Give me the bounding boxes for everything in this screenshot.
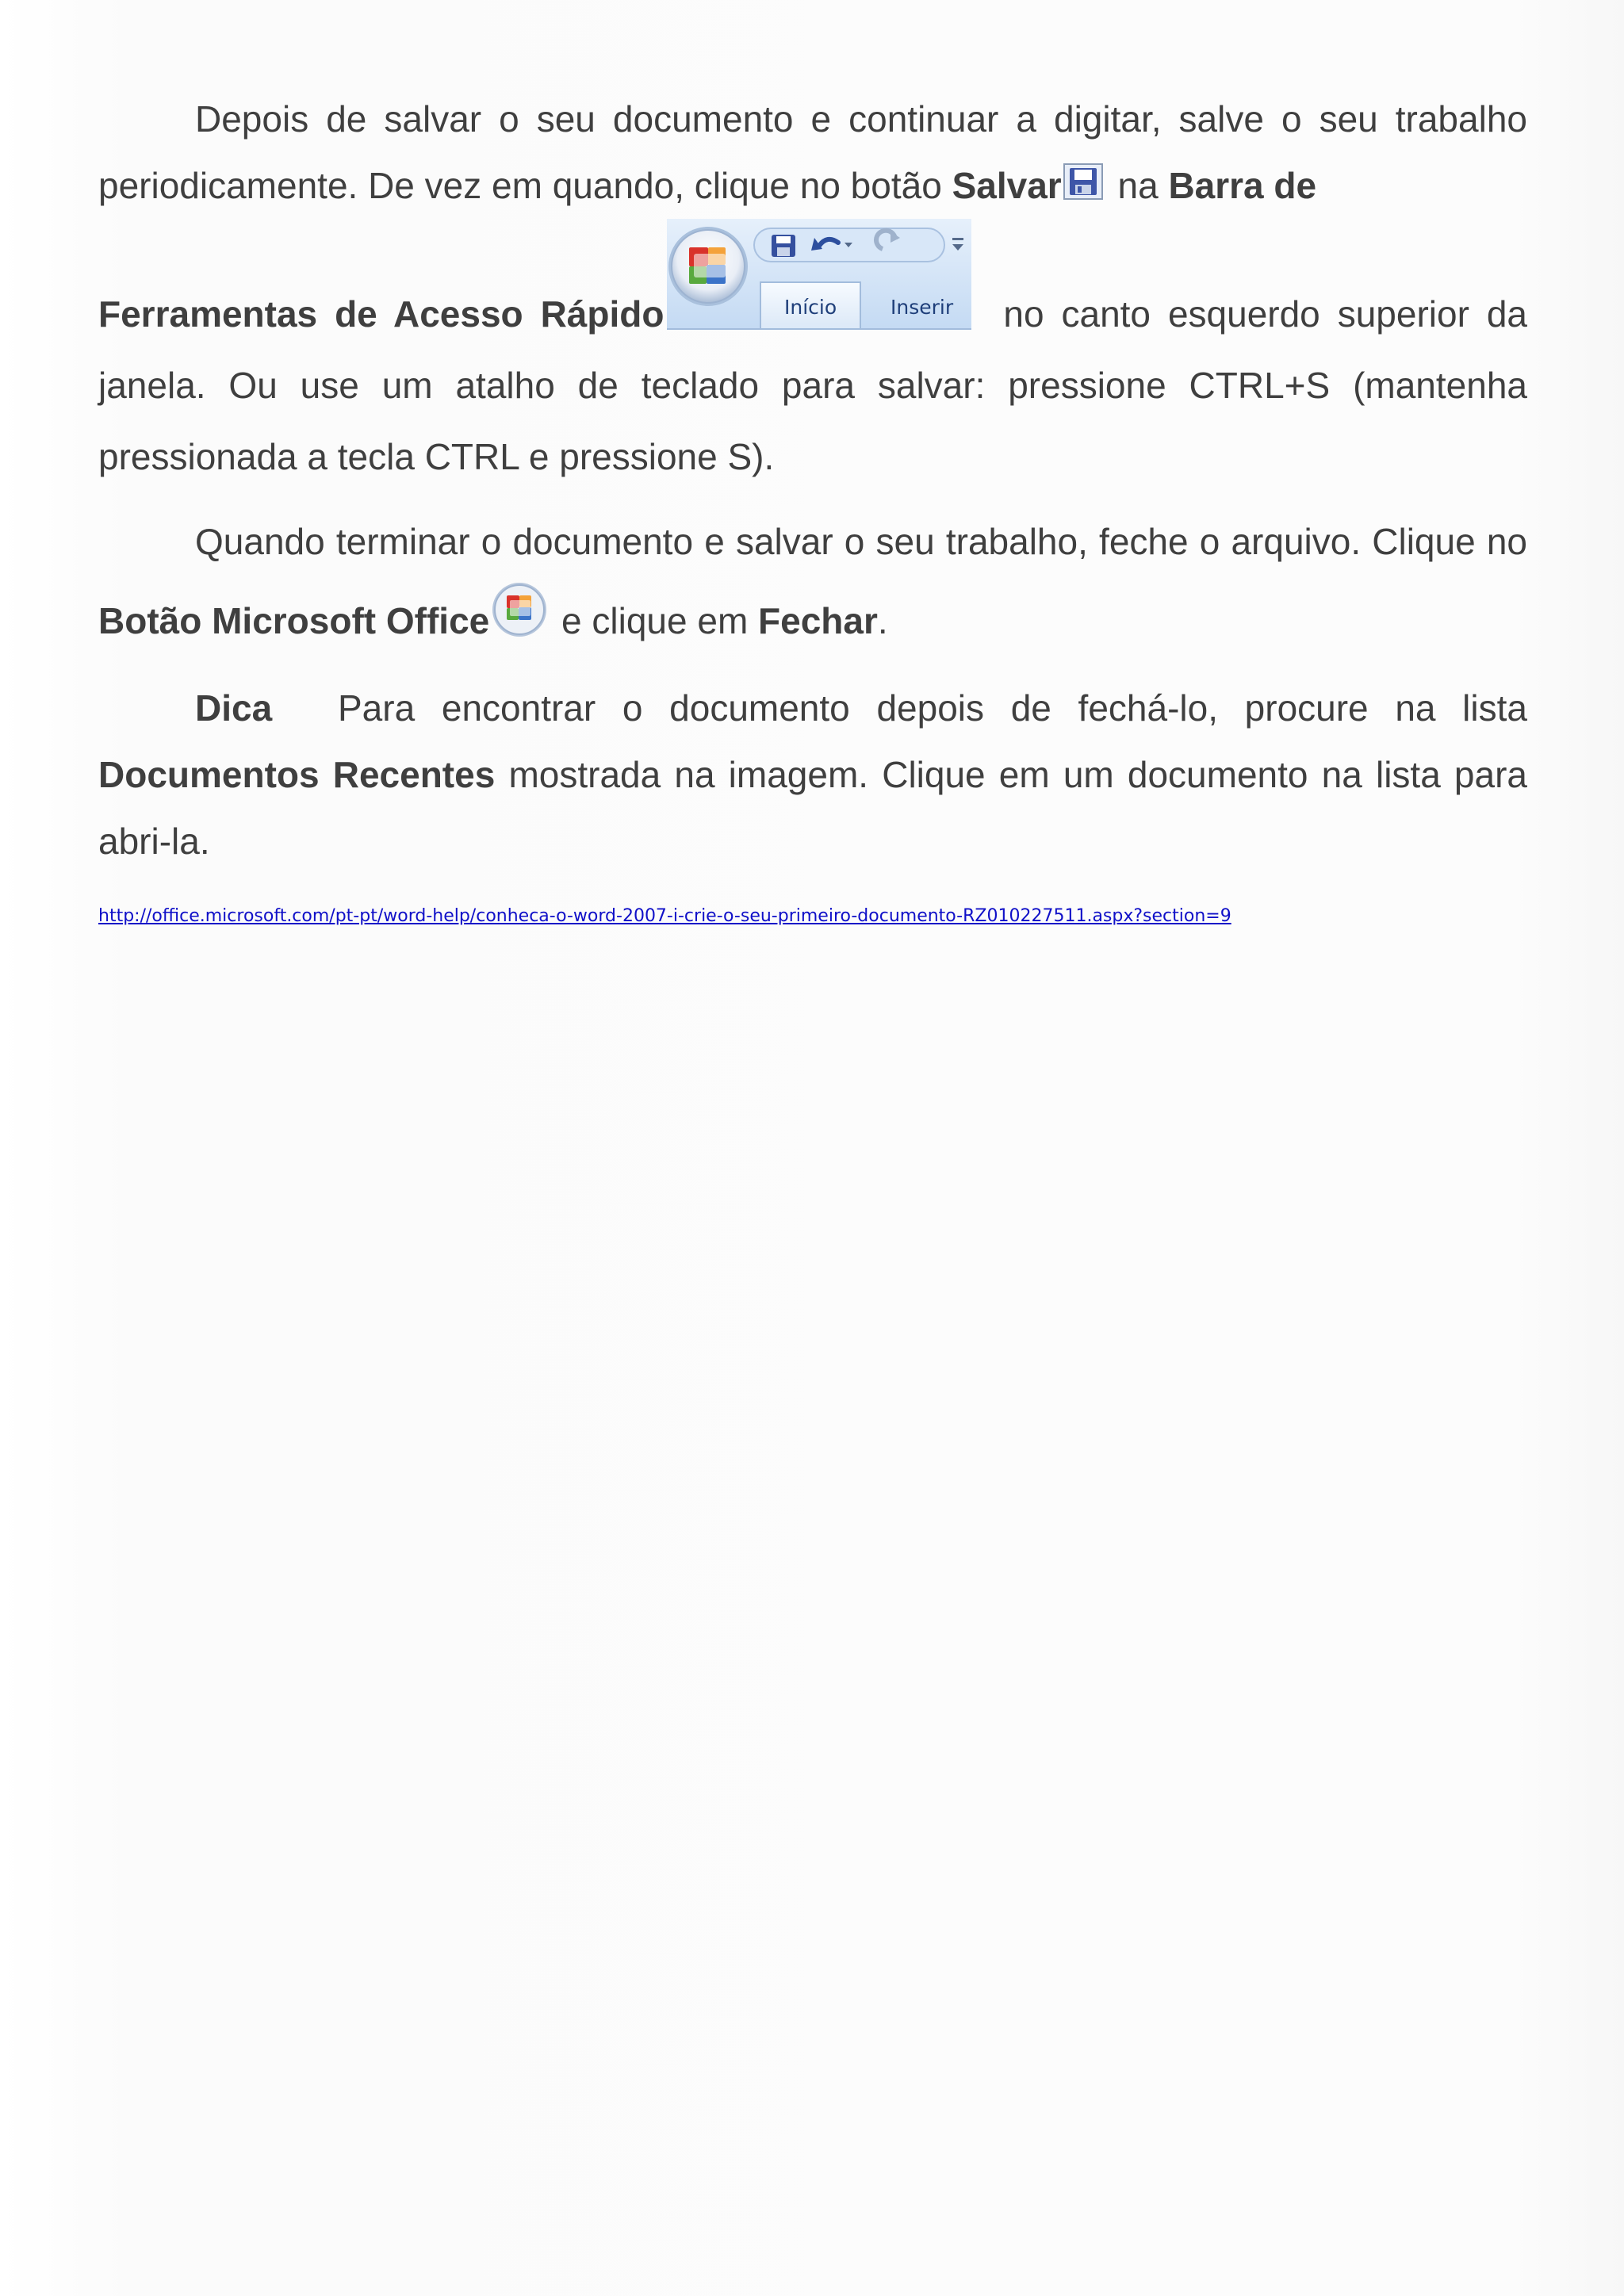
document-body: [98, 86, 1527, 926]
bold-salvar: Salvar: [952, 165, 1062, 206]
bold-fechar: Fechar: [758, 600, 878, 641]
text-segment: na: [1107, 165, 1169, 206]
text-segment: Depois de salvar o seu documento e continuar a digitar, salve o seu trabalho periodicamente. De vez em quando, clique no botão: [98, 98, 1527, 206]
paragraph-close: [98, 502, 1527, 660]
bold-documentos-recentes: Documentos Recentes: [98, 754, 496, 795]
text-segment: .: [877, 600, 888, 641]
bold-ferramentas: Ferramentas de Acesso Rápido: [98, 293, 665, 335]
quick-access-toolbar-image: [667, 219, 971, 330]
save-icon: [1063, 163, 1103, 200]
paragraph-save: [98, 86, 1527, 219]
source-link[interactable]: http://office.microsoft.com/pt-pt/word-help/conheca-o-word-2007-i-crie-o-seu-primeiro-documento-RZ010227511.aspx?section=9: [98, 906, 1231, 926]
tab-inserir: Inserir: [891, 296, 954, 319]
text-segment: no canto esquerdo superior da janela. Ou use um atalho de teclado para salvar: pressione CTRL+S (mantenha pressionada a tecla CTRL e pressione S).: [98, 293, 1527, 477]
text-segment: mostrada na imagem. Clique em um documento na lista para abri-la.: [98, 754, 1527, 862]
tab-inicio: Início: [784, 296, 837, 319]
bold-office-button: Botão Microsoft Office: [98, 600, 490, 641]
bold-barra-de: Barra de: [1168, 165, 1317, 206]
text-segment: Para encontrar o documento depois de fechá-lo, procure na lista: [338, 687, 1527, 729]
text-segment: e clique em: [551, 600, 759, 641]
text-segment: Quando terminar o documento e salvar o seu trabalho, feche o arquivo. Clique no: [195, 521, 1527, 562]
tip-label: Dica: [195, 687, 273, 729]
paragraph-tip: [98, 675, 1527, 874]
office-button-icon: [491, 581, 548, 638]
qat-save-icon: [772, 235, 795, 257]
